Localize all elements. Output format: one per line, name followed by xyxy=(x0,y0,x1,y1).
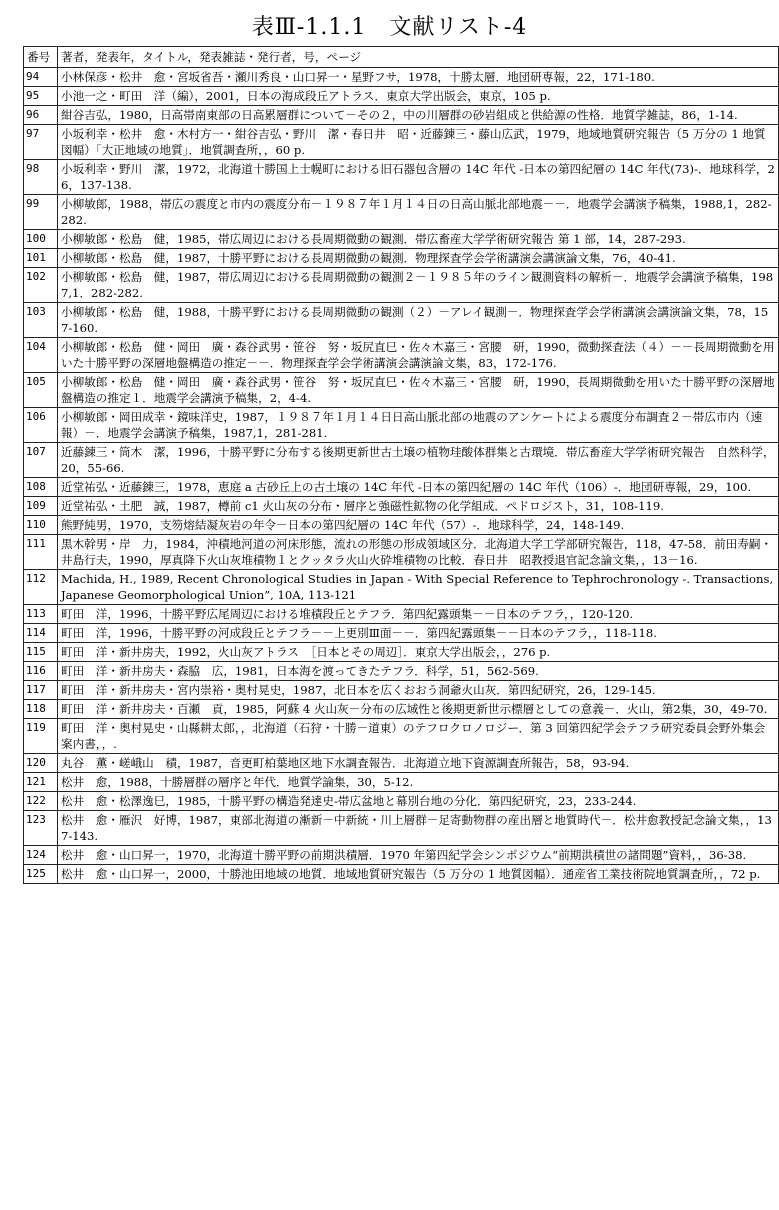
table-header-row xyxy=(24,47,779,68)
reference-citation: 小池一之・町田 洋（編），2001，日本の海成段丘アトラス．東京大学出版会，東京，105 p. xyxy=(58,87,779,106)
reference-citation: 町田 洋，1996，十勝平野広尾周辺における堆積段丘とテフラ．第四紀露頭集－－日本のテフラ，，120-120. xyxy=(58,605,779,624)
reference-number: 97 xyxy=(24,125,58,160)
reference-number: 114 xyxy=(24,624,58,643)
table-row xyxy=(24,160,779,195)
table-row xyxy=(24,230,779,249)
table-row xyxy=(24,87,779,106)
reference-number: 110 xyxy=(24,516,58,535)
reference-number: 123 xyxy=(24,811,58,846)
reference-citation: 近堂祐弘・近藤錬三，1978，恵庭 a 古砂丘上の古土壌の 14C 年代 -日本の第四紀層の 14C 年代（106）-．地団研専報，29，100. xyxy=(58,478,779,497)
reference-citation: 町田 洋・新井房夫・宮内崇裕・奥村晃史，1987，北日本を広くおおう洞爺火山灰．第四紀研究，26，129-145. xyxy=(58,681,779,700)
reference-citation: 町田 洋，1996，十勝平野の河成段丘とテフラ－－上更別Ⅲ面－－．第四紀露頭集－－日本のテフラ，，118-118. xyxy=(58,624,779,643)
reference-number: 112 xyxy=(24,570,58,605)
table-row xyxy=(24,792,779,811)
reference-citation: 町田 洋・新井房夫，1992，火山灰アトラス ［日本とその周辺］．東京大学出版会，，276 p. xyxy=(58,643,779,662)
reference-number: 95 xyxy=(24,87,58,106)
reference-number: 117 xyxy=(24,681,58,700)
reference-citation: 丸谷 薫・嵯峨山 積，1987，音更町柏葉地区地下水調査報告．北海道立地下資源調査所報告，58，93-94. xyxy=(58,754,779,773)
table-row xyxy=(24,643,779,662)
reference-citation: 小柳敏郎・松島 健・岡田 廣・森谷武男・笹谷 努・坂尻直巳・佐々木嘉三・宮腰 研，1990，微動探査法（４）－－長周期微動を用いた十勝平野の深層地盤構造の推定－－．物理探査学会学術講演会講演論文集，83，172-176. xyxy=(58,338,779,373)
reference-table xyxy=(23,46,779,884)
reference-citation: 松井 愈・松澤逸巳，1985，十勝平野の構造発達史-帯広盆地と幕別台地の分化．第四紀研究，23，233-244. xyxy=(58,792,779,811)
table-row xyxy=(24,497,779,516)
table-row xyxy=(24,68,779,87)
reference-number: 113 xyxy=(24,605,58,624)
table-row xyxy=(24,195,779,230)
reference-citation: 町田 洋・新井房夫・森脇 広，1981，日本海を渡ってきたテフラ．科学，51，562-569. xyxy=(58,662,779,681)
table-row xyxy=(24,719,779,754)
reference-number: 100 xyxy=(24,230,58,249)
table-row xyxy=(24,443,779,478)
reference-number: 109 xyxy=(24,497,58,516)
reference-number: 106 xyxy=(24,408,58,443)
table-row xyxy=(24,535,779,570)
reference-number: 115 xyxy=(24,643,58,662)
reference-number: 102 xyxy=(24,268,58,303)
reference-number: 125 xyxy=(24,865,58,884)
reference-citation: 小柳敏郎・松島 健，1988，十勝平野における長周期微動の観測（２）－アレイ観測－．物理探査学会学術講演会講演論文集，78，157-160. xyxy=(58,303,779,338)
reference-citation: 町田 洋・新井房夫・百瀬 貢，1985，阿蘇 4 火山灰－分布の広域性と後期更新世示標層としての意義－．火山，第2集，30，49-70. xyxy=(58,700,779,719)
reference-number: 124 xyxy=(24,846,58,865)
table-row xyxy=(24,516,779,535)
table-row xyxy=(24,408,779,443)
reference-citation: 熊野純男，1970，支笏熔結凝灰岩の年令－日本の第四紀層の 14C 年代（57）-．地球科学，24，148-149. xyxy=(58,516,779,535)
reference-number: 96 xyxy=(24,106,58,125)
reference-citation: 町田 洋・奥村晃史・山縣耕太郎，，北海道（石狩・十勝－道東）のテフロクロノロジー．第 3 回第四紀学会テフラ研究委員会野外集会案内書，，. xyxy=(58,719,779,754)
reference-number: 107 xyxy=(24,443,58,478)
reference-citation: 松井 愈・山口昇一，2000，十勝池田地域の地質．地域地質研究報告（5 万分の 1 地質図幅）．通産省工業技術院地質調査所，，72 p. xyxy=(58,865,779,884)
reference-citation: 小林保彦・松井 愈・宮坂省吾・瀬川秀良・山口昇一・星野フサ，1978，十勝太層．地団研専報，22，171-180. xyxy=(58,68,779,87)
reference-number: 111 xyxy=(24,535,58,570)
table-row xyxy=(24,605,779,624)
table-row xyxy=(24,249,779,268)
reference-citation: 黒木幹男・岸 力，1984，沖積地河道の河床形態，流れの形態の形成領域区分．北海道大学工学部研究報告，118，47-58．前田寿嗣・井島行夫，1990，厚真降下火山灰堆積物１とクッタラ火山火砕堆積物の比較．春日井 昭教授退官記念論文集，，13－16. xyxy=(58,535,779,570)
reference-citation: 小柳敏郎・松島 健，1985，帯広周辺における長周期微動の観測．帯広畜産大学学術研究報告 第 1 部，14，287-293. xyxy=(58,230,779,249)
table-row xyxy=(24,681,779,700)
reference-citation: 松井 愈・雁沢 好博，1987，東部北海道の漸新－中新統・川上層群－足寄動物群の産出層と地質時代－．松井愈教授記念論文集，，137-143. xyxy=(58,811,779,846)
reference-citation: 松井 愈・山口昇一，1970，北海道十勝平野の前期洪積層．1970 年第四紀学会シンポジウム“前期洪積世の諸問題”資料，，36-38. xyxy=(58,846,779,865)
reference-citation: 小柳敏郎，1988，帯広の震度と市内の震度分布－１９８７年１月１４日の日高山脈北部地震－－．地震学会講演予稿集，1988,1，282-282. xyxy=(58,195,779,230)
table-row xyxy=(24,865,779,884)
page-title: 表Ⅲ-1.1.1 文献リスト-4 xyxy=(251,15,528,40)
table-row xyxy=(24,846,779,865)
reference-number: 116 xyxy=(24,662,58,681)
reference-citation: 松井 愈，1988，十勝層群の層序と年代．地質学論集，30，5-12. xyxy=(58,773,779,792)
table-row xyxy=(24,811,779,846)
reference-citation: Machida, H., 1989, Recent Chronological Studies in Japan - With Special Reference to Tephrochronology -. Transactions, Japanese Geomorphological Union”, 10A, 113-121 xyxy=(58,570,779,605)
reference-citation: 小坂利幸・松井 愈・木村方一・紺谷吉弘・野川 潔・春日井 昭・近藤錬三・藤山広武，1979，地域地質研究報告（5 万分の 1 地質図幅）「大正地域の地質」．地質調査所，，60 p. xyxy=(58,125,779,160)
reference-citation: 紺谷吉弘，1980，日高帯南東部の日高累層群について－その２，中の川層群の砂岩組成と供給源の性格．地質学雑誌，86，1-14. xyxy=(58,106,779,125)
reference-number: 99 xyxy=(24,195,58,230)
table-row xyxy=(24,662,779,681)
table-row xyxy=(24,624,779,643)
table-row xyxy=(24,700,779,719)
table-row xyxy=(24,338,779,373)
table-row xyxy=(24,478,779,497)
table-row xyxy=(24,125,779,160)
reference-number: 94 xyxy=(24,68,58,87)
reference-number: 108 xyxy=(24,478,58,497)
table-row xyxy=(24,570,779,605)
reference-citation: 小柳敏郎・松島 健・岡田 廣・森谷武男・笹谷 努・坂尻直巳・佐々木嘉三・宮腰 研，1990，長周期微動を用いた十勝平野の深層地盤構造の推定１．地震学会講演予稿集，2，4-4. xyxy=(58,373,779,408)
reference-citation: 小柳敏郎・松島 健，1987，十勝平野における長周期微動の観測．物理探査学会学術講演会講演論文集，76，40-41. xyxy=(58,249,779,268)
table-row xyxy=(24,773,779,792)
reference-number: 122 xyxy=(24,792,58,811)
reference-citation: 近堂祐弘・土肥 誠，1987，樽前 c1 火山灰の分布・層序と強磁性鉱物の化学組成．ペドロジスト，31，108-119. xyxy=(58,497,779,516)
reference-number: 118 xyxy=(24,700,58,719)
reference-citation: 近藤錬三・筒木 潔，1996，十勝平野に分布する後期更新世古土壌の植物珪酸体群集と古環境．帯広畜産大学学術研究報告 自然科学，20，55-66. xyxy=(58,443,779,478)
table-row xyxy=(24,373,779,408)
reference-number: 101 xyxy=(24,249,58,268)
header-number: 番号 xyxy=(24,47,58,68)
table-row xyxy=(24,303,779,338)
table-row xyxy=(24,268,779,303)
reference-number: 105 xyxy=(24,373,58,408)
reference-number: 119 xyxy=(24,719,58,754)
reference-citation: 小坂利幸・野川 潔，1972，北海道十勝国上士幌町における旧石器包含層の 14C 年代 -日本の第四紀層の 14C 年代(73)-．地球科学，26，137-138. xyxy=(58,160,779,195)
reference-number: 103 xyxy=(24,303,58,338)
table-row xyxy=(24,754,779,773)
reference-number: 104 xyxy=(24,338,58,373)
reference-citation: 小柳敏郎・松島 健，1987，帯広周辺における長周期微動の観測２－１９８５年のライン観測資料の解析－．地震学会講演予稿集，1987,1．282-282. xyxy=(58,268,779,303)
reference-number: 121 xyxy=(24,773,58,792)
reference-number: 98 xyxy=(24,160,58,195)
table-row xyxy=(24,106,779,125)
reference-citation: 小柳敏郎・岡田成幸・鏡味洋史，1987，１９８７年１月１４日日高山脈北部の地震のアンケートによる震度分布調査２－帯広市内（速報）－．地震学会講演予稿集，1987,1，281-281. xyxy=(58,408,779,443)
header-citation: 著者，発表年，タイトル，発表雑誌・発行者，号，ページ xyxy=(58,47,779,68)
table-body xyxy=(24,68,779,884)
reference-number: 120 xyxy=(24,754,58,773)
